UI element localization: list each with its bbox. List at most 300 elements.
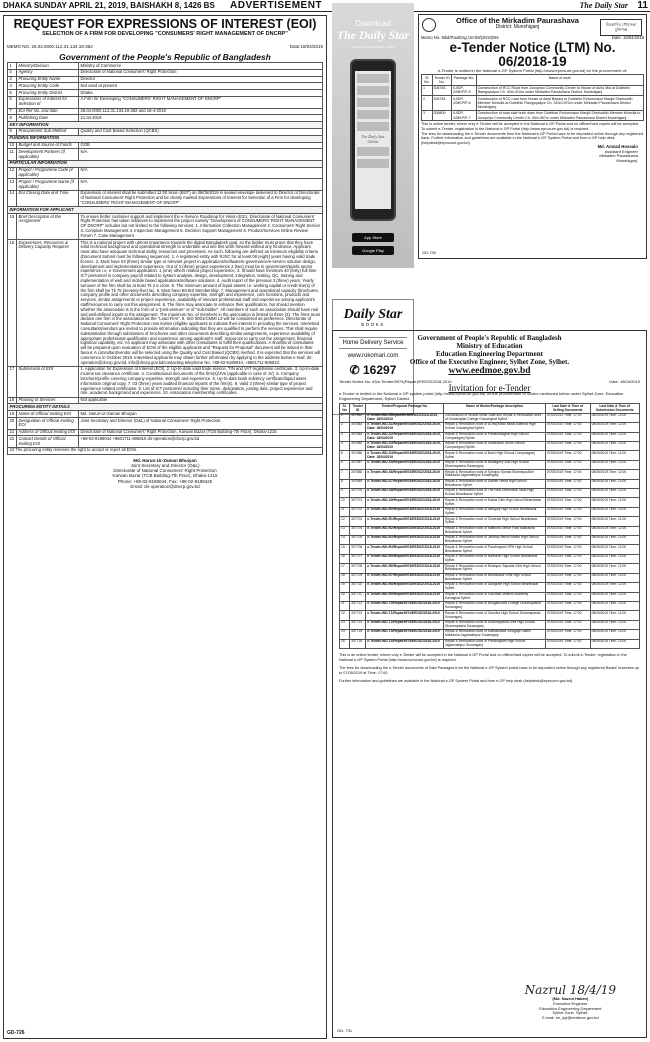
edu-cell: 07/05/2019 Time: 17:00	[545, 592, 590, 601]
edu-cell: Repair & Renovation work of Bongaikunda College Dharmapasha Sunamganj.	[444, 601, 546, 610]
edu-row	[340, 442, 640, 451]
edu-cell: 08/05/2019 Time: 12:00	[590, 507, 639, 516]
edu-cell: e-Tender-WD-S2/Repair5974/EEDSZ/2018-2019, Date: 18/04/2019	[366, 432, 444, 441]
edu-para-3: Further information and guidelines are available in the National e-GP System Portal and from e-GP help desk (helpdesk@eprocure.gov.bd).	[339, 679, 574, 684]
edu-heading-line: Office of the Executive Engineer, Sylhet Zone, Sylhet.	[409, 358, 570, 366]
eoi-row	[8, 115, 323, 122]
eoi-row	[8, 179, 323, 191]
eoi-row	[8, 397, 323, 404]
eoi-row	[8, 429, 323, 436]
eoi-row-value: This is a national project with utmost importance towards the digital Bangladesh goal, so the bidder must prove that they have solid technical background and operational strength to undertake and see this work forward without any hindrance. Applicant must also have adequate technical ability, resources and processes. As such, following are defined as minimum eligibility criteria (Document Submit must be following sequence): 1. A registered entity with RJSC for at least 08 (eight) years having valid trade licence. 2. Must have 03 (three) similar type or relevant project in applications/software/e-governance/e-service solution design, development and implementation experience. Out of 3 (three) project experience 2 (two) must be in government/public sector experience i.e. e-Government application. 1 (one) others related project experience. 3. Should have minimum 40 (forty) full time ICT personnel in company payroll related to system analysis, design, development, integration, testing, QC, training and implementation of web and mobile based applications/software solutions. 4. Audit report of the previous 3 (three) years. Yearly turnover of the firm shall be at least Tk 2.5 crore. 5. The minimum amount of liquid assets i.e. working capital or credit line(s) of the firm shall be Tk 75 (seventy-five) lac. 6. Must have BASIS Membership. 7. Management and operational capacity (brochures, company profile and other documents describing company expertise, strength and experience, core functions, products and services, similar assignments or project experience, availability of relevant professional staff and experience among applicant's staff/resources to carry out this assignment. 8. The firms may associate to enhance their qualification, but should mention whether the association is in the form of a "joint-venture" or of "sub-bidder". All members of such an association should have real and well-defined inputs to the assignment. The maximum No. of members in the association is limited to three (3). The firms must declare one firm in the association as the "Lead Firm". 9. ISO 9001/CMMI L3 will be considered as preference. Directorate of National Consumers' Right Protection now invites (eligible applicants to indicate their interest in providing the services. Interested consultants/vendors are invited to provide information indicating that they are qualified to perform the services. This shall require substantiation through submission of brochures and other documents describing similar assignments, experience availability of appropriate professional qualification and experience among applicant's staff, resources to carry out the assignment, financial logistical capability, etc. An applicant may associate with other consultants to fulfill their qualifications. A shortlist of consultants will be prepared upon evaluation of EOIs of the eligible applicants and "Request for Proposal" document will be issued in their favour. A consultant/vendor will be selected using the Quality and Cost Based (QCBS) method. It is expected that the services will commence in October 2019. Interested applicants may obtain further information by applying to the address below e-mail: dir-operation@dncrp.gov.bd, info@dncrp.gov.bd/contacting telephone No. +88-02-8189044, +8801711-905810.	[79, 240, 323, 367]
edu-row	[340, 592, 640, 601]
eoi-signature-block	[7, 458, 323, 489]
edu-row	[340, 470, 640, 479]
eoi-row-value: Dhaka	[79, 90, 323, 97]
edu-para-1: This is an online tender, where only e-Tender will be accepted in the National e-GP Portal and no offline/hard copies will be accepted. To submit e-Tender, registration in the National e-GP System Portal (http://www.eprocure.gov.bd) is required.	[339, 652, 627, 662]
ltm-cell: 306784	[432, 96, 452, 111]
edu-row	[340, 639, 640, 648]
edu-cell: 07/05/2019 Time: 17:00	[545, 611, 590, 620]
eoi-row	[8, 63, 323, 70]
eoi-signature-line: Directorate of National Consumers' Right Protection	[113, 468, 217, 474]
edu-cell: 07/05/2019 Time: 17:00	[545, 442, 590, 451]
eoi-row-label: Expressions of Interest for Selection of	[17, 96, 79, 108]
eoi-signature-line: Joint Secretary and Director (O&L)	[130, 462, 200, 468]
edu-cell: 08/05/2019 Time: 12:00	[590, 460, 639, 469]
edu-cell: e-Tender-WD-S1/Repair5974/EEDSZ/2018-2019, Date: 18/04/2019	[366, 423, 444, 432]
eoi-row	[8, 404, 323, 411]
edu-invitation-title: Invitation for e-Tender	[448, 382, 531, 393]
edu-cell: e-Tender-WD-S5/Repair5974/EEDSZ/2018-2019	[366, 460, 444, 469]
edu-cell: 19	[340, 583, 350, 592]
edu-cell: 307688	[350, 470, 366, 479]
eoi-row-value: N/A	[79, 179, 323, 191]
eoi-row-value: 1. Application for Expression of Interest (EOI). 2. Up-to-date valid trade licence, TIN and VAT registration certificate. 3. Up-to-date income tax clearance certificate. 4. Constitutional documents of the firm(s)/JVs (applicable in case of JV). 5. Company brochure/profile covering company expertise, strength and experience. 6. Up-to-date bank solvency certificate/liquid asset information original copy. 7. 03 (three) years audited financial reports of the firm(s). 8. Valid 3 (three) similar type of project experience related certificates. 9. List of ICT personnel including their name, designation, joining date, project experience and role, academic background and experience. 10. Association membership certificates.	[79, 366, 323, 397]
edu-cell: e-Tender-WD-R7/Repair5974/EEDSZ/2018-2019	[366, 573, 444, 582]
eoi-section-heading: PARTICULAR INFORMATION	[8, 160, 323, 167]
edu-cell: 12	[340, 517, 350, 526]
edu-row	[340, 460, 640, 469]
edu-cell: Repair & Renovation work of Nalbohar High School Beanibazar Sylhet.	[444, 554, 546, 563]
edu-cell: 08/05/2019 Time: 12:00	[590, 536, 639, 545]
edu-cell: e-Tender-WD-T0/Repair5974/EEDSZ/2018-2019	[366, 601, 444, 610]
edu-cell: 08/05/2019 Time: 12:00	[590, 611, 639, 620]
eoi-row	[8, 69, 323, 76]
ad-online-label: The Daily Star Online	[361, 134, 385, 144]
ltm-cell: Construction of RCC Road from Jonopriyo Community Center to House of Ashu Mia at Dolekhin Ramgopalpur Ch. 00m-310m under Mirkadim Paurashava District: Munshiganj.	[476, 85, 643, 95]
edu-cell: 07/05/2019 Time: 17:00	[545, 432, 590, 441]
edu-cell: 08/05/2019 Time: 12:00	[590, 451, 639, 460]
edu-website[interactable]: www.eedmoe.gov.bd	[448, 366, 531, 376]
eoi-row-label: Ministry/Division	[17, 63, 79, 70]
edu-cell: 16	[340, 554, 350, 563]
edu-cell: Repair & Renovation work of Dharmapasha Girls High School Dharmapasha Sunamganj.	[444, 620, 546, 629]
edu-tender-notice	[332, 330, 647, 1038]
eoi-row	[8, 214, 323, 240]
eoi-row	[8, 128, 323, 135]
edu-row	[340, 564, 640, 573]
edu-cell: 07/05/2019 Time: 17:00	[545, 507, 590, 516]
edu-signature-line: Sylhet Zone, Sylhet.	[552, 1010, 589, 1016]
edu-cell: 6	[340, 460, 350, 469]
ltm-bangla-box: মিরকাদিম পৌরসভা মুন্সিগঞ্জ	[600, 19, 642, 36]
eoi-row	[8, 366, 323, 397]
edu-row	[340, 507, 640, 516]
edu-row	[340, 583, 640, 592]
edu-row	[340, 451, 640, 460]
eoi-row-value: To ensure better customer support and implement the e-Service Roadmap for Vision-2021, Directorate of National Consumers' Right Protection has taken initiatives to implement the project namely "Development of CONSUMERS' RIGHT MANAGEMENT OF DNCRP" includes but not limited to the following services: 1. Information Collection Management 2. Consumers' Right Service 3. Complain Management 4. Inspection Management 5. Decision Support Management 6. Product/Services Online Review Forum 7. Case Management	[79, 214, 323, 240]
edu-cell: 13	[340, 526, 350, 535]
edu-cell: 08/05/2019 Time: 12:00	[590, 432, 639, 441]
edu-signature-line: (Md. Nazrul Hakim)	[552, 996, 589, 1002]
edu-row	[340, 601, 640, 610]
eoi-row	[8, 418, 323, 430]
eoi-row	[8, 96, 323, 108]
eoi-row	[8, 83, 323, 90]
edu-row	[340, 479, 640, 488]
eoi-row-label: Procuring Entity District	[17, 90, 79, 97]
eoi-row-number: 11	[8, 149, 17, 161]
ltm-cell: 306783	[432, 85, 452, 95]
edu-row	[340, 526, 640, 535]
edu-cell: 17	[340, 564, 350, 573]
edu-date: Date: 18/04/2019	[609, 379, 640, 384]
edu-cell: 07/05/2019 Time: 17:00	[545, 536, 590, 545]
edu-cell: Repair & Renovation work of Gachbari Moslem Academy Kanaighat Sylhet.	[444, 592, 546, 601]
edu-row	[340, 545, 640, 554]
edu-cell: Repair & Renovation work of Paniachanghat High School Companiganj Sylhet.	[444, 432, 546, 441]
edu-cell: 07/05/2019 Time: 17:00	[545, 470, 590, 479]
edu-cell: 07/05/2019 Time: 17:00	[545, 545, 590, 554]
edu-gd-code: GD- 731	[337, 1028, 353, 1034]
edu-cell: 307685	[350, 442, 366, 451]
ltm-signature-line: Munshiganj.	[616, 158, 638, 163]
edu-row	[340, 611, 640, 620]
edu-cell: 307689	[350, 479, 366, 488]
edu-row	[340, 620, 640, 629]
ltm-row	[422, 85, 644, 95]
ad-brand: The Daily Star	[336, 28, 410, 42]
eoi-row-value: Directorate of National Consumers' Right Protection, Karwan Bazar (TCB Building-7th Floor), Dhaka-1215	[79, 429, 323, 436]
edu-row	[340, 536, 640, 545]
eoi-subtitle: SELECTION OF A FIRM FOR DEVELOPING "CONSUMERS' RIGHT MANAGEMENT OF DNCRP"	[42, 31, 288, 37]
eoi-government: Government of the People's Republic of Bangladesh	[59, 52, 271, 62]
ltm-title: e-Tender Notice (LTM) No. 06/2018-19	[449, 39, 616, 69]
edu-cell: 08/05/2019 Time: 12:00	[590, 592, 639, 601]
edu-cell: 307684	[350, 432, 366, 441]
edu-cell: 08/05/2019 Time: 12:00	[590, 423, 639, 432]
edu-cell: e-Tender-WD-R6/Repair5974/EEDSZ/2018-2019	[366, 564, 444, 573]
edu-cell: e-Tender-WD-R4/Repair5974/EEDSZ/2018-2019	[366, 545, 444, 554]
app-store-badge[interactable]: App Store	[352, 233, 394, 242]
edu-cell: 307708	[350, 564, 366, 573]
edu-cell: 307682	[350, 413, 366, 422]
edu-column-header: Last Date & Time of Submission Documents	[590, 404, 639, 413]
eoi-row	[8, 76, 323, 83]
ltm-signature-line: Md. Amzad Hossain	[597, 144, 638, 150]
ltm-cell: 2	[422, 96, 433, 111]
eoi-row	[8, 447, 323, 454]
edu-signature-block	[525, 984, 616, 1021]
ltm-tender-notice	[418, 14, 647, 259]
edu-cell: 307710	[350, 583, 366, 592]
edu-cell: 07/05/2019 Time: 17:00	[545, 554, 590, 563]
page-number: 11	[637, 0, 648, 11]
edu-cell: 08/05/2019 Time: 12:00	[590, 583, 639, 592]
eoi-row-value: Joint Secretary and Director (O&L) of National Consumers' Right Protection.	[79, 418, 323, 430]
edu-cell: 07/05/2019 Time: 17:00	[545, 413, 590, 422]
eoi-memo: MEMO NO. 26.04.0000.112.31.134.18-362	[7, 44, 93, 49]
edu-cell: Repair & Renovation work of Charkhai High School Beanibazar Sylhet.	[444, 517, 546, 526]
edu-heading-line: Government of People's Republic of Bangladesh	[417, 334, 562, 342]
edu-cell: Repair & Renovation work of Panchagram SPH High School Beanibazar Sylhet.	[444, 545, 546, 554]
eoi-row-label: Project / Programme Name (if applicable)	[17, 179, 79, 191]
edu-cell: 20	[340, 592, 350, 601]
eoi-row-value: Directorate of National Consumers' Right Protection	[79, 69, 323, 76]
eoi-signature-line: Email: dir-operation@dncrp.gov.bd	[130, 483, 200, 489]
edu-cell: 307712	[350, 601, 366, 610]
edu-cell: Repair & Renovation work of Gachiba High School Dharmapasha Sunamganj.	[444, 611, 546, 620]
handwritten-signature: Nazrul 18/4/19	[524, 983, 616, 998]
ltm-cell: 306809	[432, 110, 452, 120]
ltm-invite: e-Tender is invited in the National e-GP System Portal (http://www.eprocure.gov.bd) for the procurement of:	[437, 67, 628, 73]
ltm-cell: IUIDP-2/MKP/P-7	[452, 110, 476, 120]
dateline: DHAKA SUNDAY APRIL 21, 2019, BAISHAKH 8, 1426 BS	[3, 1, 215, 10]
edu-cell: 1	[340, 413, 350, 422]
eoi-row-value: A Firm for Developing "CONSUMERS' RIGHT MANAGEMENT OF DNCRP"	[79, 96, 323, 108]
edu-cell: 07/05/2019 Time: 17:00	[545, 564, 590, 573]
eoi-row-number: 1	[8, 63, 17, 70]
phone-mockup-image	[350, 59, 396, 221]
edu-cell: 307702	[350, 507, 366, 516]
edu-cell: 08/05/2019 Time: 12:00	[590, 545, 639, 554]
edu-cell: 307705	[350, 536, 366, 545]
eoi-row-value: N/A	[79, 167, 323, 179]
eoi-row-value: N/A	[79, 149, 323, 161]
eoi-row-number: 20	[8, 418, 17, 430]
section-label: ADVERTISEMENT	[230, 0, 323, 11]
eoi-row-number: 7	[8, 108, 17, 115]
books-brand: Daily Star	[343, 307, 403, 322]
edu-cell: 4	[340, 442, 350, 451]
edu-cell: 14	[340, 536, 350, 545]
edu-cell: 307716	[350, 639, 366, 648]
edu-column-header: Name of Works/Package description	[444, 404, 546, 413]
edu-cell: 21	[340, 601, 350, 610]
edu-cell: Repair & Renovation work of Mathiura Senior Fazil Madrasha Beanibazar Sylhet.	[444, 526, 546, 535]
edu-row	[340, 432, 640, 441]
eoi-row-number: 4	[8, 83, 17, 90]
edu-cell: e-Tender-WD-S7/Repair5974/EEDSZ/2018-2019	[366, 479, 444, 488]
edu-cell: 18	[340, 573, 350, 582]
ltm-column-header: Name of work	[476, 75, 643, 85]
books-url[interactable]: www.rokomari.com	[347, 353, 399, 359]
eoi-row-value: 21.04.2019	[79, 115, 323, 122]
edu-cell: 3	[340, 432, 350, 441]
edu-cell: Repair & Renovation work of Dakhin Hasra High School Beanibazar Sylhet.	[444, 479, 546, 488]
eoi-row-label: Experiences, Resources & Delivery Capacity Requires	[17, 240, 79, 367]
edu-cell: Repair & Renovation work of Kasba Girls High School Beanibazar Sylhet.	[444, 498, 546, 507]
eoi-table	[7, 62, 323, 455]
eoi-row-number: 6	[8, 96, 17, 108]
edu-cell: e-Tender-WD-R5/Repair5974/EEDSZ/2018-2019	[366, 554, 444, 563]
edu-cell: Repair & Renovation work of Nidanpur Sapadia Girls High School Beanibazar Sylhet.	[444, 564, 546, 573]
edu-cell: 307700	[350, 489, 366, 498]
eoi-row-number: 13	[8, 179, 17, 191]
edu-memo: Tender Notice No: 43/e-Tender/5974(Repair)/EEDSZ2018-2019	[339, 379, 452, 384]
edu-cell: Repair & Renovation work of Barni High School Companiganj Sylhet.	[444, 451, 546, 460]
eoi-row	[8, 108, 323, 115]
edu-intro: e-Tender is invited in the National e-GP system portal (http://www.eprocure.gov.bd) for the procurement of Works mentioned below under Sylhet Zone, Education Engineering Department, Sylhet District.	[339, 391, 624, 401]
edu-cell: e-Tender-WD-R1/Repair5974/EEDSZ/2018-2019	[366, 517, 444, 526]
eoi-row-number: 21	[8, 429, 17, 436]
edu-heading	[339, 334, 640, 366]
ltm-signature-line: Mirkadim Paurashava	[599, 153, 638, 159]
eoi-row-label: Procuring Entity Code	[17, 83, 79, 90]
edu-cell: 22	[340, 611, 350, 620]
ltm-cell: Construction of road side brick drain from Dolekhin Rohomotpur Masjid Shahuddin Member Moholla to Jonopriyo Community Centre Ch. 00m-567m under Mirkadim Paurashava District Munshiganj.	[476, 110, 643, 120]
edu-cell: Repair & Renovation work of Ghatkhowr Junior School Companiganj Sylhet.	[444, 442, 546, 451]
eoi-section-heading: PROCURING ENTITY DETAILS	[8, 404, 323, 411]
ltm-cell: IUIDP-2/MKP/P-6	[452, 96, 476, 111]
edu-cell: 08/05/2019 Time: 12:00	[590, 442, 639, 451]
eoi-row-number: 15	[8, 214, 17, 240]
edu-cell: 08/05/2019 Time: 12:00	[590, 630, 639, 639]
edu-cell: 307715	[350, 630, 366, 639]
edu-cell: 307687	[350, 460, 366, 469]
edu-cell: 07/05/2019 Time: 17:00	[545, 583, 590, 592]
ltm-signature-block	[421, 145, 638, 163]
ltm-table	[421, 74, 644, 121]
eoi-title: REQUEST FOR EXPRESSIONS OF INTEREST (EOI)	[13, 17, 317, 31]
edu-cell: 08/05/2019 Time: 12:00	[590, 413, 639, 422]
edu-cell: 5	[340, 451, 350, 460]
eoi-row-label: Name of Official Inviting EOI	[17, 411, 79, 418]
eoi-row-label: Development Partners (if applicable)	[17, 149, 79, 161]
edu-cell: e-Tender-WD-S9/Repair5974/EEDSZ/2018-2019	[366, 498, 444, 507]
eoi-row	[8, 167, 323, 179]
edu-cell: e-Tender-WD-R8/Repair5974/EEDSZ/2018-2019	[366, 583, 444, 592]
google-play-badge[interactable]: Google Play	[352, 246, 394, 255]
edu-row	[340, 498, 640, 507]
edu-cell: Repair & Renovation work of Bhalaganj Girls High School Dharmapasha Sunamganj.	[444, 460, 546, 469]
books-label: BOOKS	[361, 322, 385, 327]
edu-column-header: Tender/Proposal Package No.	[366, 404, 444, 413]
eoi-row-number: 10	[8, 142, 17, 149]
edu-cell: 9	[340, 489, 350, 498]
eoi-memo-line	[7, 44, 323, 49]
eoi-footer-note: 23 The procuring entity reserves the right to accept or reject all EOIs.	[8, 447, 323, 454]
edu-row	[340, 489, 640, 498]
edu-signature-line: E-mail: ee_syl@eedmoe.gov.bd	[542, 1015, 599, 1021]
edu-cell: 08/05/2019 Time: 12:00	[590, 489, 639, 498]
edu-cell: e-Tender-WD-T3/Repair5974/EEDSZ/2018-2019	[366, 630, 444, 639]
edu-cell: Repair & Renovation work of Beanibazar Girls High School Beanibazar Sylhet.	[444, 573, 546, 582]
masthead-logo: The Daily Star	[579, 1, 628, 10]
ltm-office: Office of the Mirkadim Paurashava	[456, 16, 579, 25]
edu-cell: 07/05/2019 Time: 17:00	[545, 630, 590, 639]
eoi-row-number: 12	[8, 167, 17, 179]
eoi-row-value: Expression of interest shall be submitted 12:00 Noon (BST) on 09/05/2019 in sealed envelope delivered to Director of Directorate of National Consumers' Right Protection and be clearly marked Expressions of Interest for Selection of a Firm for developing "CONSUMERS' RIGHT MANAGEMENT OF DNCRP".	[79, 190, 323, 206]
home-delivery-label: Home Delivery Service	[339, 337, 407, 349]
edu-cell: e-Tender-WD-S6/Repair5974/EEDSZ/2018-2019	[366, 470, 444, 479]
ltm-signature-line: Assistant Engineer	[604, 148, 638, 154]
edu-cell: 08/05/2019 Time: 12:00	[590, 573, 639, 582]
eoi-row	[8, 411, 323, 418]
edu-cell: Construction of Shahid Minar Gate and Repair & Renovation work of Gowainghat College Gowainghat Sylhet.	[444, 413, 546, 422]
edu-cell: Repair & Renovation work of Panchagram High School Jagannathpur Sunamganj.	[444, 639, 546, 648]
ltm-memo: Memo No. Mkd/Pau/Eng./10-59/(2019)/94	[421, 34, 499, 40]
edu-cell: 07/05/2019 Time: 17:00	[545, 489, 590, 498]
eoi-row-value: Ministry of Commerce	[79, 63, 323, 70]
edu-signature-line: Education Engineering Department	[539, 1005, 602, 1011]
eoi-row-number: 16	[8, 240, 17, 367]
edu-cell: 08/05/2019 Time: 12:00	[590, 470, 639, 479]
eoi-signature-line: Md. Harun-Ur-Zaman Bhuiyan	[133, 457, 197, 463]
eoi-section-heading: INFORMATION FOR APPLICANT	[8, 207, 323, 214]
edu-cell: Repair & Renovation work of Kalmakanda Jonogaje Dakhil Madrasha Jagannathpur Sunamganj.	[444, 630, 546, 639]
eoi-row-label: Procuring Entity Name	[17, 76, 79, 83]
edu-cell: 307711	[350, 592, 366, 601]
ltm-district: District: Munshiganj	[495, 24, 540, 30]
eoi-signature-line: Phone: +88-02-8189044, Fax: +88-02-8189425	[117, 478, 213, 484]
eoi-row-number: 2	[8, 69, 17, 76]
eoi-row-value: Not applicable	[79, 397, 323, 404]
edu-cell: 307707	[350, 554, 366, 563]
eoi-row	[8, 142, 323, 149]
edu-cell: 307701	[350, 498, 366, 507]
eoi-date: Date:18/04/2019	[289, 44, 323, 49]
edu-cell: 07/05/2019 Time: 17:00	[545, 620, 590, 629]
edu-cell: 307706	[350, 545, 366, 554]
edu-row	[340, 423, 640, 432]
eoi-row	[8, 207, 323, 214]
eoi-row-value: +88-02-8189044 +8801711-905810 dir-operation@dncrp.gov.bd	[79, 436, 323, 448]
edu-cell: 11	[340, 507, 350, 516]
edu-cell: 07/05/2019 Time: 17:00	[545, 573, 590, 582]
app-download-ad[interactable]	[332, 3, 414, 268]
edu-cell: 25	[340, 639, 350, 648]
edu-row	[340, 573, 640, 582]
edu-row	[340, 554, 640, 563]
ltm-para-2: The fees for downloading the e-Tender documents from the National e-GP Portal have to be deposited online through any registered bank. Further information and guidelines are available in the National e-GP System Portal and from e-GP help desk (helpdesk@eprocure.gov.bd).	[421, 132, 643, 145]
edu-cell: 07/05/2019 Time: 17:00	[545, 460, 590, 469]
ltm-cell: 3	[422, 110, 433, 120]
eoi-row-label: Brief Description of the Assignment	[17, 214, 79, 240]
eoi-row-number: 3	[8, 76, 17, 83]
edu-row	[340, 630, 640, 639]
edu-cell: 08/05/2019 Time: 12:00	[590, 639, 639, 648]
edu-para-2: The fees for downloading the e-Tender documents of Said Packages from the National e-GP System portal have to be deposited online through any registered Banks' branches up to 07/05/2019 at Time: 17:00.	[339, 666, 640, 675]
eoi-section-heading: KEY INFORMATION	[8, 122, 323, 129]
edu-table	[339, 403, 640, 649]
edu-cell: e-Tender-WD-R2/Repair5974/EEDSZ/2018-2019	[366, 526, 444, 535]
ad-download-label: Download	[355, 19, 391, 28]
edu-heading-line: Education Engineering Department	[436, 350, 543, 358]
edu-cell: 07/05/2019 Time: 17:00	[545, 423, 590, 432]
edu-cell: 08/05/2019 Time: 12:00	[590, 564, 639, 573]
edu-row	[340, 413, 640, 422]
edu-cell: 07/05/2019 Time: 17:00	[545, 498, 590, 507]
eoi-row	[8, 190, 323, 206]
edu-cell: 08/05/2019 Time: 12:00	[590, 526, 639, 535]
edu-cell: 307703	[350, 517, 366, 526]
books-phone: ✆ 16297	[349, 363, 397, 377]
edu-cell: 307683	[350, 423, 366, 432]
edu-cell: Repair & Renovation work of The New Generation Ideal High School Beanibazar Sylhet.	[444, 489, 546, 498]
edu-row	[340, 517, 640, 526]
edu-cell: 07/05/2019 Time: 17:00	[545, 601, 590, 610]
ltm-cell: 1	[422, 85, 433, 95]
edu-cell: Repair & Renovation work of Syedpur Syedia Shamsiya Alim Madrasha Jagannathpur Sunamganj.	[444, 470, 546, 479]
ltm-column-header: Package No.	[452, 75, 476, 85]
edu-cell: Repair & Renovation work of Daulgram High School Beanibazar Sylhet.	[444, 583, 546, 592]
edu-column-header: Last Date & Time of Selling Documents	[545, 404, 590, 413]
eoi-row-value: Not used at present	[79, 83, 323, 90]
edu-cell: 307709	[350, 573, 366, 582]
edu-cell: 24	[340, 630, 350, 639]
edu-cell: e-Tender-WD-SRepair5974/EEDSZ/2018-2019, Date: 18/04/2019	[366, 413, 444, 422]
eoi-row-number: 18	[8, 397, 17, 404]
eoi-row	[8, 135, 323, 142]
edu-heading-line: Ministry of Education	[456, 342, 523, 350]
page-header	[0, 0, 650, 12]
eoi-row-label: EoI Closing Date and Time	[17, 190, 79, 206]
eoi-section-heading: FUNDING INFORMATION	[8, 135, 323, 142]
eoi-row-label: Budget and Source of Funds	[17, 142, 79, 149]
edu-cell: 08/05/2019 Time: 12:00	[590, 498, 639, 507]
edu-cell: 07/05/2019 Time: 17:00	[545, 451, 590, 460]
eoi-row	[8, 160, 323, 167]
